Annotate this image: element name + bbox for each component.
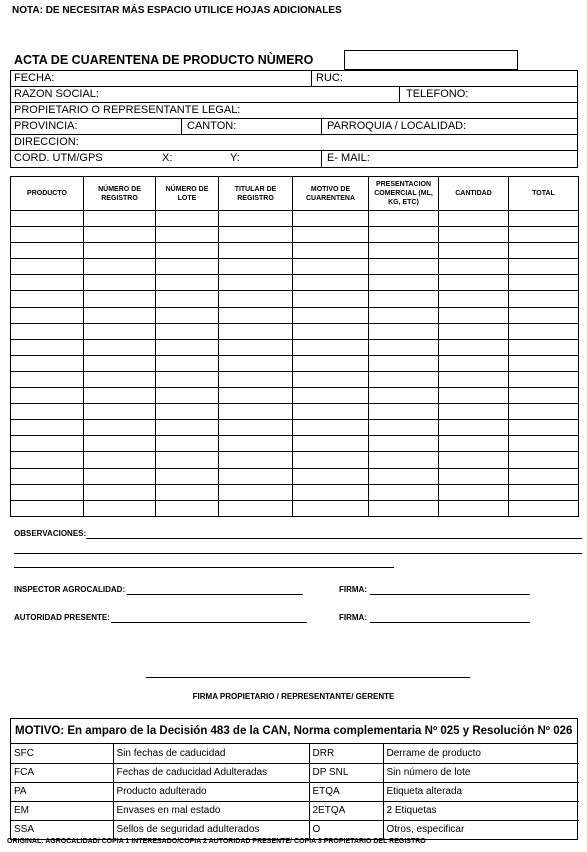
table-cell[interactable] <box>11 420 84 436</box>
table-cell[interactable] <box>509 388 579 404</box>
table-row <box>11 227 579 243</box>
header-row-provincia <box>11 119 577 135</box>
table-cell[interactable] <box>219 500 293 516</box>
table-cell[interactable] <box>219 259 293 275</box>
table-cell[interactable] <box>84 307 156 323</box>
table-cell[interactable] <box>219 388 293 404</box>
table-cell[interactable] <box>293 468 369 484</box>
table-cell[interactable] <box>439 500 509 516</box>
table-row <box>11 323 579 339</box>
col-motivo-cuarentena: MOTIVO DE CUARENTENA <box>293 177 369 211</box>
table-cell[interactable] <box>84 388 156 404</box>
table-cell[interactable] <box>84 259 156 275</box>
autoridad-label: AUTORIDAD PRESENTE: <box>14 613 110 622</box>
table-cell[interactable] <box>11 259 84 275</box>
motivo-code-cell: PA <box>11 782 113 801</box>
table-cell[interactable] <box>156 468 219 484</box>
table-cell[interactable] <box>293 211 369 227</box>
firma-propietario-label: FIRMA PROPIETARIO / REPRESENTANTE/ GERENTE <box>192 692 395 701</box>
header-row-direccion <box>11 135 577 151</box>
motivo-code-cell: SFC <box>11 744 113 763</box>
table-cell[interactable] <box>156 355 219 371</box>
table-cell[interactable] <box>369 307 439 323</box>
table-cell[interactable] <box>293 452 369 468</box>
table-cell[interactable] <box>156 243 219 259</box>
table-cell[interactable] <box>156 211 219 227</box>
table-cell[interactable] <box>156 436 219 452</box>
table-cell[interactable] <box>439 436 509 452</box>
table-cell[interactable] <box>84 227 156 243</box>
table-cell[interactable] <box>293 371 369 387</box>
table-cell[interactable] <box>509 275 579 291</box>
product-table-body <box>11 211 579 517</box>
table-cell[interactable] <box>219 291 293 307</box>
table-cell[interactable] <box>369 355 439 371</box>
table-cell[interactable] <box>369 323 439 339</box>
table-cell[interactable] <box>439 404 509 420</box>
table-cell[interactable] <box>369 227 439 243</box>
table-cell[interactable] <box>509 227 579 243</box>
table-cell[interactable] <box>293 227 369 243</box>
table-cell[interactable] <box>293 259 369 275</box>
table-cell[interactable] <box>11 243 84 259</box>
table-cell[interactable] <box>219 436 293 452</box>
table-cell[interactable] <box>219 355 293 371</box>
table-cell[interactable] <box>369 291 439 307</box>
col-cantidad: CANTIDAD <box>439 177 509 211</box>
header-row-propietario <box>11 103 577 119</box>
table-cell[interactable] <box>293 420 369 436</box>
table-cell[interactable] <box>439 243 509 259</box>
observaciones-line[interactable] <box>14 567 394 568</box>
table-cell[interactable] <box>439 420 509 436</box>
table-cell[interactable] <box>369 259 439 275</box>
table-cell[interactable] <box>156 484 219 500</box>
table-row <box>11 404 579 420</box>
table-row <box>11 371 579 387</box>
motivo-code-cell: O <box>309 820 383 839</box>
table-cell[interactable] <box>11 371 84 387</box>
canton-label: CANTON: <box>187 120 237 132</box>
motivo-title: MOTIVO: En amparo de la Decisión 483 de la CAN, Norma complementaria Nº 025 y Resolución Nº 026 <box>11 719 577 744</box>
table-cell[interactable] <box>156 259 219 275</box>
table-cell[interactable] <box>439 388 509 404</box>
table-cell[interactable] <box>156 307 219 323</box>
table-cell[interactable] <box>439 452 509 468</box>
table-cell[interactable] <box>509 500 579 516</box>
table-cell[interactable] <box>439 468 509 484</box>
email-label: E- MAIL: <box>327 152 370 164</box>
table-cell[interactable] <box>11 227 84 243</box>
acta-number-field[interactable] <box>344 50 518 70</box>
table-cell[interactable] <box>369 243 439 259</box>
table-cell[interactable] <box>369 420 439 436</box>
motivo-description-cell: Sellos de seguridad adulterados <box>113 820 309 839</box>
table-cell[interactable] <box>439 339 509 355</box>
table-cell[interactable] <box>293 404 369 420</box>
col-titular-registro: TITULAR DE REGISTRO <box>219 177 293 211</box>
col-numero-registro: NÚMERO DE REGISTRO <box>84 177 156 211</box>
table-cell[interactable] <box>156 500 219 516</box>
motivo-box <box>10 718 578 840</box>
table-cell[interactable] <box>509 259 579 275</box>
table-cell[interactable] <box>84 211 156 227</box>
table-cell[interactable] <box>509 211 579 227</box>
table-cell[interactable] <box>84 452 156 468</box>
table-row <box>11 801 579 820</box>
x-label: X: <box>162 152 173 164</box>
table-cell[interactable] <box>156 339 219 355</box>
table-cell[interactable] <box>156 275 219 291</box>
razon-social-label: RAZON SOCIAL: <box>14 88 99 100</box>
table-cell[interactable] <box>293 291 369 307</box>
table-cell[interactable] <box>219 243 293 259</box>
product-table <box>10 176 579 517</box>
motivo-code-cell: EM <box>11 801 113 820</box>
table-cell[interactable] <box>293 275 369 291</box>
table-cell[interactable] <box>439 323 509 339</box>
header-row-razon <box>11 87 577 103</box>
telefono-label: TELEFONO: <box>406 88 469 100</box>
table-cell[interactable] <box>369 404 439 420</box>
table-cell[interactable] <box>293 484 369 500</box>
firma-autoridad-line[interactable] <box>370 622 530 623</box>
table-cell[interactable] <box>439 291 509 307</box>
table-cell[interactable] <box>11 355 84 371</box>
cord-label: CORD. UTM/GPS <box>14 152 103 164</box>
table-row <box>11 211 579 227</box>
footer-copies: ORIGINAL: AGROCALIDAD/ COPIA 1 INTERESADO/COPIA 2 AUTORIDAD PRESENTE/ COPIA 3 PROPIETARIO DEL REGISTRO <box>7 838 426 845</box>
motivo-code-cell: DP SNL <box>309 763 383 782</box>
table-row <box>11 388 579 404</box>
col-numero-lote: NÚMERO DE LOTE <box>156 177 219 211</box>
table-cell[interactable] <box>11 307 84 323</box>
motivo-description-cell: Envases en mal estado <box>113 801 309 820</box>
table-cell[interactable] <box>369 339 439 355</box>
table-row <box>11 243 579 259</box>
col-presentacion: PRESENTACION COMERCIAL (ML, KG, ETC) <box>369 177 439 211</box>
table-cell[interactable] <box>369 388 439 404</box>
table-cell[interactable] <box>509 452 579 468</box>
table-cell[interactable] <box>219 339 293 355</box>
inspector-line[interactable] <box>127 594 303 595</box>
table-cell[interactable] <box>509 307 579 323</box>
table-cell[interactable] <box>219 323 293 339</box>
fecha-label: FECHA: <box>14 72 55 84</box>
table-cell[interactable] <box>219 227 293 243</box>
table-cell[interactable] <box>11 484 84 500</box>
table-cell[interactable] <box>156 404 219 420</box>
table-cell[interactable] <box>369 468 439 484</box>
motivo-description-cell: Sin fechas de caducidad <box>113 744 309 763</box>
table-cell[interactable] <box>156 227 219 243</box>
motivo-description-cell: Fechas de caducidad Adulteradas <box>113 763 309 782</box>
table-row <box>11 339 579 355</box>
product-table-header <box>11 177 579 211</box>
table-cell[interactable] <box>439 484 509 500</box>
table-row <box>11 436 579 452</box>
table-cell[interactable] <box>84 420 156 436</box>
parroquia-label: PARROQUIA / LOCALIDAD: <box>327 120 467 132</box>
table-cell[interactable] <box>369 500 439 516</box>
autoridad-line[interactable] <box>111 622 307 623</box>
table-cell[interactable] <box>156 388 219 404</box>
table-cell[interactable] <box>84 484 156 500</box>
table-cell[interactable] <box>84 500 156 516</box>
ruc-label: RUC: <box>316 72 343 84</box>
table-cell[interactable] <box>219 307 293 323</box>
table-row <box>11 307 579 323</box>
table-cell[interactable] <box>84 243 156 259</box>
table-cell[interactable] <box>11 339 84 355</box>
table-cell[interactable] <box>509 468 579 484</box>
table-cell[interactable] <box>11 211 84 227</box>
table-cell[interactable] <box>156 323 219 339</box>
provincia-label: PROVINCIA: <box>14 120 78 132</box>
table-cell[interactable] <box>84 436 156 452</box>
table-row <box>11 355 579 371</box>
table-cell[interactable] <box>439 371 509 387</box>
propietario-label: PROPIETARIO O REPRESENTANTE LEGAL: <box>14 104 241 116</box>
table-cell[interactable] <box>219 484 293 500</box>
table-cell[interactable] <box>509 436 579 452</box>
table-cell[interactable] <box>369 275 439 291</box>
table-row <box>11 820 579 839</box>
direccion-label: DIRECCION: <box>14 136 79 148</box>
y-label: Y: <box>230 152 240 164</box>
table-cell[interactable] <box>11 500 84 516</box>
header-row-cord <box>11 151 577 167</box>
table-row <box>11 291 579 307</box>
table-cell[interactable] <box>509 355 579 371</box>
table-cell[interactable] <box>369 436 439 452</box>
motivo-description-cell: Derrame de producto <box>383 744 579 763</box>
inspector-label: INSPECTOR AGROCALIDAD: <box>14 585 126 594</box>
table-cell[interactable] <box>293 243 369 259</box>
table-cell[interactable] <box>219 371 293 387</box>
table-cell[interactable] <box>156 452 219 468</box>
firma-inspector-line[interactable] <box>370 594 530 595</box>
table-cell[interactable] <box>11 291 84 307</box>
firma-autoridad-label: FIRMA: <box>339 613 367 622</box>
table-cell[interactable] <box>369 484 439 500</box>
table-row <box>11 452 579 468</box>
motivo-description-cell: Producto adulterado <box>113 782 309 801</box>
table-cell[interactable] <box>84 468 156 484</box>
motivo-description-cell: Otros, especificar <box>383 820 579 839</box>
table-cell[interactable] <box>509 323 579 339</box>
table-cell[interactable] <box>293 323 369 339</box>
header-form <box>10 70 578 168</box>
table-cell[interactable] <box>509 484 579 500</box>
table-cell[interactable] <box>369 211 439 227</box>
table-cell[interactable] <box>509 291 579 307</box>
motivo-description-cell: 2 Etiquetas <box>383 801 579 820</box>
table-cell[interactable] <box>11 388 84 404</box>
table-cell[interactable] <box>293 355 369 371</box>
motivo-description-cell: Sin número de lote <box>383 763 579 782</box>
table-cell[interactable] <box>219 468 293 484</box>
acta-title: ACTA DE CUARENTENA DE PRODUCTO NÙMERO <box>14 53 314 67</box>
motivo-code-cell: 2ETQA <box>309 801 383 820</box>
table-cell[interactable] <box>219 275 293 291</box>
observaciones-line[interactable] <box>14 553 582 554</box>
table-cell[interactable] <box>219 452 293 468</box>
table-cell[interactable] <box>219 211 293 227</box>
table-cell[interactable] <box>156 291 219 307</box>
table-cell[interactable] <box>369 371 439 387</box>
table-row <box>11 782 579 801</box>
col-producto: PRODUCTO <box>11 177 84 211</box>
table-cell[interactable] <box>156 420 219 436</box>
note-text: NOTA: DE NECESITAR MÁS ESPACIO UTILICE HOJAS ADICIONALES <box>12 5 342 16</box>
motivo-code-cell: SSA <box>11 820 113 839</box>
firma-propietario-line[interactable] <box>146 677 470 678</box>
motivo-code-cell: DRR <box>309 744 383 763</box>
table-cell[interactable] <box>84 339 156 355</box>
table-cell[interactable] <box>11 436 84 452</box>
motivo-code-cell: ETQA <box>309 782 383 801</box>
col-total: TOTAL <box>509 177 579 211</box>
motivo-codes-table <box>11 744 579 839</box>
table-cell[interactable] <box>84 323 156 339</box>
table-cell[interactable] <box>84 275 156 291</box>
table-row <box>11 744 579 763</box>
firma-inspector-label: FIRMA: <box>339 585 367 594</box>
table-cell[interactable] <box>11 275 84 291</box>
table-cell[interactable] <box>293 307 369 323</box>
header-row-fecha <box>11 71 577 87</box>
table-cell[interactable] <box>509 339 579 355</box>
table-cell[interactable] <box>84 291 156 307</box>
table-row <box>11 484 579 500</box>
table-cell[interactable] <box>293 388 369 404</box>
table-cell[interactable] <box>439 211 509 227</box>
table-cell[interactable] <box>439 355 509 371</box>
table-cell[interactable] <box>509 404 579 420</box>
motivo-description-cell: Etiqueta alterada <box>383 782 579 801</box>
table-cell[interactable] <box>439 259 509 275</box>
table-row <box>11 500 579 516</box>
table-cell[interactable] <box>84 371 156 387</box>
table-cell[interactable] <box>293 339 369 355</box>
table-row <box>11 275 579 291</box>
table-cell[interactable] <box>156 371 219 387</box>
observaciones-line[interactable] <box>86 538 582 539</box>
table-row <box>11 420 579 436</box>
table-cell[interactable] <box>11 404 84 420</box>
table-cell[interactable] <box>219 420 293 436</box>
table-cell[interactable] <box>11 468 84 484</box>
table-cell[interactable] <box>369 452 439 468</box>
table-cell[interactable] <box>293 500 369 516</box>
table-cell[interactable] <box>439 307 509 323</box>
table-cell[interactable] <box>84 404 156 420</box>
table-cell[interactable] <box>11 452 84 468</box>
observaciones-label: OBSERVACIONES: <box>14 529 87 538</box>
table-cell[interactable] <box>439 227 509 243</box>
motivo-codes-body <box>11 744 579 839</box>
table-cell[interactable] <box>11 323 84 339</box>
table-row <box>11 763 579 782</box>
table-cell[interactable] <box>509 420 579 436</box>
table-cell[interactable] <box>439 275 509 291</box>
table-row <box>11 468 579 484</box>
motivo-code-cell: FCA <box>11 763 113 782</box>
table-cell[interactable] <box>84 355 156 371</box>
table-cell[interactable] <box>509 371 579 387</box>
table-cell[interactable] <box>219 404 293 420</box>
table-row <box>11 259 579 275</box>
table-cell[interactable] <box>509 243 579 259</box>
table-cell[interactable] <box>293 436 369 452</box>
